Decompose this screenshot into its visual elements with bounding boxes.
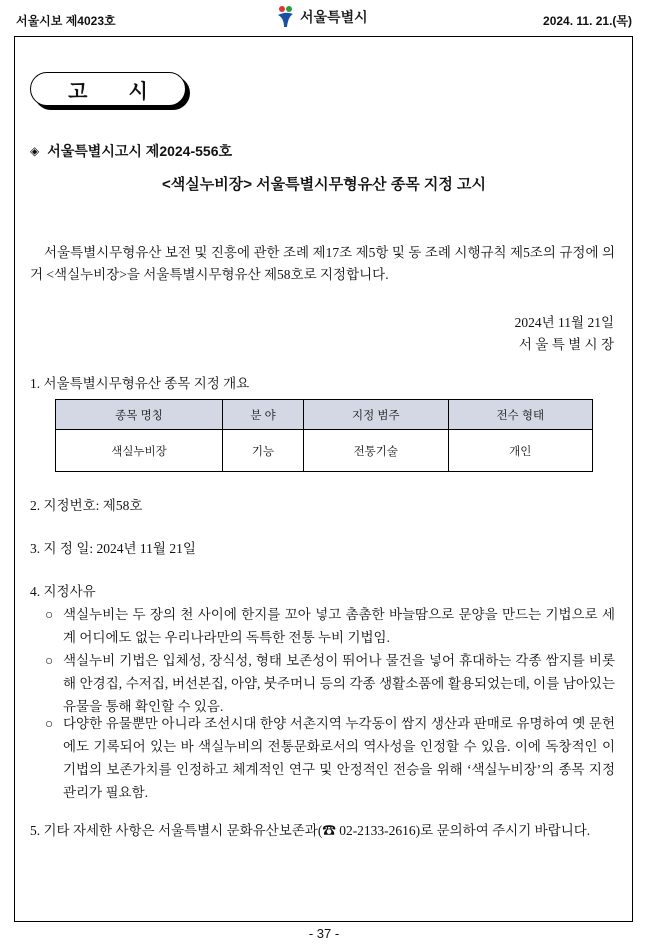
notice-label: 고 시 xyxy=(68,80,166,103)
gazette-date: 2024. 11. 21.(목) xyxy=(543,14,632,28)
notice-number-line xyxy=(30,141,232,161)
reason-text: 색실누비 기법은 입체성, 장식성, 형태 보존성이 뛰어나 물건을 넣어 휴대하는 각종 쌈지를 비롯해 안경집, 수저집, 버선본집, 아얌, 붓주머니 등의 각종 생활소품에 활용되었는데, 이를 남아있는 유물을 통해 확인할 수 있음. xyxy=(63,653,615,714)
intro-paragraph: 서울특별시무형유산 보전 및 진흥에 관한 조례 제17조 제5항 및 동 조례 시행규칙 제5조의 규정에 의거 <색실누비장>을 서울특별시무형유산 제58호로 지정합니다. xyxy=(30,245,615,282)
designation-table xyxy=(55,399,593,472)
notice-label-box xyxy=(30,72,194,114)
section-1-heading: 1. 서울특별시무형유산 종목 지정 개요 xyxy=(30,376,250,391)
document-title: <색실누비장> 서울특별시무형유산 종목 지정 고시 xyxy=(162,176,486,193)
table-row xyxy=(56,430,593,472)
seoul-emblem-icon xyxy=(276,5,296,29)
section-2: 2. 지정번호: 제58호 xyxy=(30,498,143,513)
table-cell: 색실누비장 xyxy=(56,430,223,472)
reason-item-2 xyxy=(45,649,615,718)
section-4-heading: 4. 지정사유 xyxy=(30,584,96,599)
table-header-cell: 전수 형태 xyxy=(448,400,592,430)
notice-number: 서울특별시고시 제2024-556호 xyxy=(47,143,233,159)
page-number: - 37 - xyxy=(308,926,340,941)
seoul-logo xyxy=(276,4,368,30)
table-header-cell: 지정 범주 xyxy=(304,400,448,430)
reason-text: 색실누비는 두 장의 천 사이에 한지를 꼬아 넣고 촘촘한 바늘땀으로 문양을 만드는 기법으로 세계 어디에도 없는 우리나라만의 독특한 전통 누비 기법임. xyxy=(63,607,615,645)
section-3: 3. 지 정 일: 2024년 11월 21일 xyxy=(30,541,196,556)
logo-text: 서울특별시 xyxy=(300,9,368,25)
table-cell: 전통기술 xyxy=(304,430,448,472)
table-cell: 개인 xyxy=(448,430,592,472)
signature-block xyxy=(515,312,614,356)
diamond-bullet-icon: ◈ xyxy=(30,144,40,158)
section-5: 5. 기타 자세한 사항은 서울특별시 문화유산보존과(☎ 02-2133-2616)로 문의하여 주시기 바랍니다. xyxy=(30,823,591,838)
reason-item-1 xyxy=(45,603,615,649)
circle-bullet-icon: ○ xyxy=(45,607,54,622)
circle-bullet-icon: ○ xyxy=(45,716,54,731)
circle-bullet-icon: ○ xyxy=(45,653,54,668)
table-cell: 기능 xyxy=(223,430,304,472)
table-header-cell: 종목 명칭 xyxy=(56,400,223,430)
table-header-cell: 분 야 xyxy=(223,400,304,430)
notice-date: 2024년 11월 21일 xyxy=(514,315,614,330)
page-header xyxy=(0,0,648,34)
reason-item-3 xyxy=(45,712,615,804)
reason-text: 다양한 유물뿐만 아니라 조선시대 한양 서촌지역 누각동이 쌈지 생산과 판매로 유명하여 옛 문헌에도 기록되어 있는 바 색실누비의 전통문화로서의 역사성을 인정할 수 있음. 이에 독창적인 이 기법의 보존가치를 인정하고 체계적인 연구 및 안정적인 전승을 위해 ‘색실누비장’의 종목 지정 관리가 필요함. xyxy=(63,716,615,800)
table-header-row xyxy=(56,400,593,430)
gazette-issue: 서울시보 제4023호 xyxy=(16,14,116,28)
issuer: 서 울 특 별 시 장 xyxy=(518,337,614,352)
